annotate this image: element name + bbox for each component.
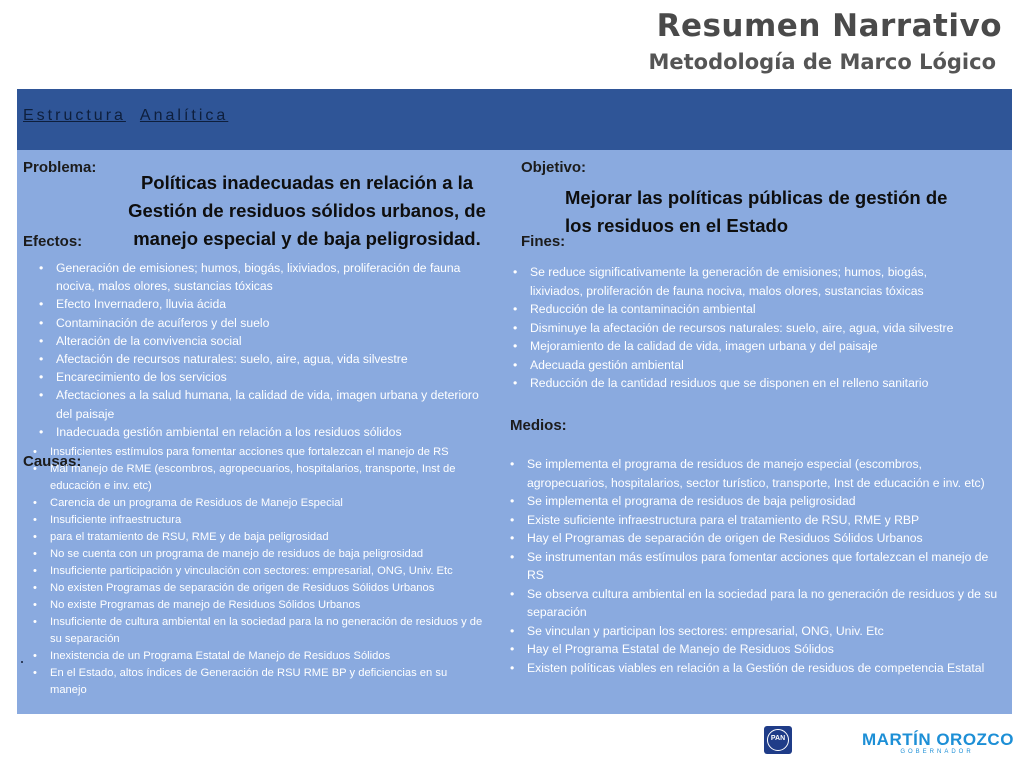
list-item: • Generación de emisiones; humos, biogás, lixiviados, proliferación de fauna nociva, malos olores, sustancias tóxicas bbox=[39, 259, 489, 295]
list-item: • Afectación de recursos naturales: suelo, aire, agua, vida silvestre bbox=[39, 350, 489, 368]
objective-label: Objetivo: bbox=[521, 159, 587, 176]
list-item: • Hay el Programa Estatal de Manejo de Residuos Sólidos bbox=[510, 640, 1000, 659]
list-item: • Insuficiente infraestructura bbox=[33, 512, 483, 529]
list-item: • Efecto Invernadero, lluvia ácida bbox=[39, 295, 489, 313]
list-item: • Insuficientes estímulos para fomentar acciones que fortalezcan el manejo de RS bbox=[33, 444, 483, 461]
list-item: • Hay el Programas de separación de origen de Residuos Sólidos Urbanos bbox=[510, 529, 1000, 548]
list-item: • Insuficiente de cultura ambiental en la sociedad para la no generación de residuos y de su separación bbox=[33, 614, 483, 648]
structure-word-2: Analítica bbox=[139, 107, 229, 124]
effects-list bbox=[39, 259, 489, 441]
brand-role: GOBERNADOR bbox=[900, 749, 974, 755]
list-item: • No existen Programas de separación de origen de Residuos Sólidos Urbanos bbox=[33, 580, 483, 597]
pan-logo-text: PAN bbox=[770, 735, 786, 742]
structure-word-1: Estructura bbox=[23, 107, 126, 124]
page-title: Resumen Narrativo bbox=[656, 8, 1002, 44]
structure-label bbox=[23, 107, 228, 125]
list-item: • Existe suficiente infraestructura para el tratamiento de RSU, RME y RBP bbox=[510, 511, 1000, 530]
ends-list bbox=[513, 263, 983, 393]
list-item: • Encarecimiento de los servicios bbox=[39, 368, 489, 386]
list-item: • Contaminación de acuíferos y del suelo bbox=[39, 314, 489, 332]
list-item: • Inadecuada gestión ambiental en relación a los residuos sólidos bbox=[39, 423, 489, 441]
list-item: • Alteración de la convivencia social bbox=[39, 332, 489, 350]
list-item: • Se instrumentan más estímulos para fomentar acciones que fortalezcan el manejo de RS bbox=[510, 548, 1000, 585]
list-item: • Reducción de la contaminación ambiental bbox=[513, 300, 983, 319]
list-item: • para el tratamiento de RSU, RME y de baja peligrosidad bbox=[33, 529, 483, 546]
means-list bbox=[510, 455, 1000, 677]
list-item: • No se cuenta con un programa de manejo de residuos de baja peligrosidad bbox=[33, 546, 483, 563]
list-item: • Se vinculan y participan los sectores: empresarial, ONG, Univ. Etc bbox=[510, 622, 1000, 641]
objective-statement: Mejorar las políticas públicas de gestión de los residuos en el Estado bbox=[565, 187, 948, 236]
list-item: • Se implementa el programa de residuos de manejo especial (escombros, agropecuarios, hospitalarios, sector turístico, transporte, Inst de educación e inv. etc) bbox=[510, 455, 1000, 492]
list-item: • Mal manejo de RME (escombros, agropecuarios, hospitalarios, transporte, Inst de educación e inv. etc) bbox=[33, 461, 483, 495]
list-item: • Disminuye la afectación de recursos naturales: suelo, aire, agua, vida silvestre bbox=[513, 319, 983, 338]
problem-statement: Políticas inadecuadas en relación a la Gestión de residuos sólidos urbanos, de manejo especial y de baja peligrosidad. bbox=[128, 172, 486, 249]
causes-list bbox=[33, 444, 483, 699]
brand-logo bbox=[862, 730, 1012, 755]
brand-name: MARTÍN OROZCO bbox=[862, 730, 1014, 749]
list-item: • Carencia de un programa de Residuos de Manejo Especial bbox=[33, 495, 483, 512]
list-item: • Existen políticas viables en relación a la Gestión de residuos de competencia Estatal bbox=[510, 659, 1000, 678]
pan-logo-icon bbox=[764, 726, 792, 754]
list-item: • Insuficiente participación y vinculación con sectores: empresarial, ONG, Univ. Etc bbox=[33, 563, 483, 580]
problem-label: Problema: bbox=[23, 159, 97, 176]
dot-mark bbox=[21, 661, 23, 663]
ends-label: Fines: bbox=[521, 233, 566, 250]
header-band bbox=[17, 89, 1012, 150]
list-item: • Reducción de la cantidad residuos que se disponen en el relleno sanitario bbox=[513, 374, 983, 393]
page-subtitle: Metodología de Marco Lógico bbox=[648, 50, 996, 74]
content-panel bbox=[17, 89, 1012, 714]
effects-label: Efectos: bbox=[23, 233, 83, 250]
list-item: • Se reduce significativamente la generación de emisiones; humos, biogás, lixiviados, proliferación de fauna nociva, malos olores, sustancias tóxicas bbox=[513, 263, 983, 300]
list-item: • Se observa cultura ambiental en la sociedad para la no generación de residuos y de su separación bbox=[510, 585, 1000, 622]
means-label: Medios: bbox=[510, 417, 567, 434]
list-item: • Inexistencia de un Programa Estatal de Manejo de Residuos Sólidos bbox=[33, 648, 483, 665]
list-item: • Afectaciones a la salud humana, la calidad de vida, imagen urbana y deterioro del paisaje bbox=[39, 386, 489, 422]
list-item: • No existe Programas de manejo de Residuos Sólidos Urbanos bbox=[33, 597, 483, 614]
list-item: • Se implementa el programa de residuos de baja peligrosidad bbox=[510, 492, 1000, 511]
causes-label: Causas: bbox=[23, 453, 82, 470]
list-item: • En el Estado, altos índices de Generación de RSU RME BP y deficiencias en su manejo bbox=[33, 665, 483, 699]
list-item: • Mejoramiento de la calidad de vida, imagen urbana y del paisaje bbox=[513, 337, 983, 356]
list-item: • Adecuada gestión ambiental bbox=[513, 356, 983, 375]
